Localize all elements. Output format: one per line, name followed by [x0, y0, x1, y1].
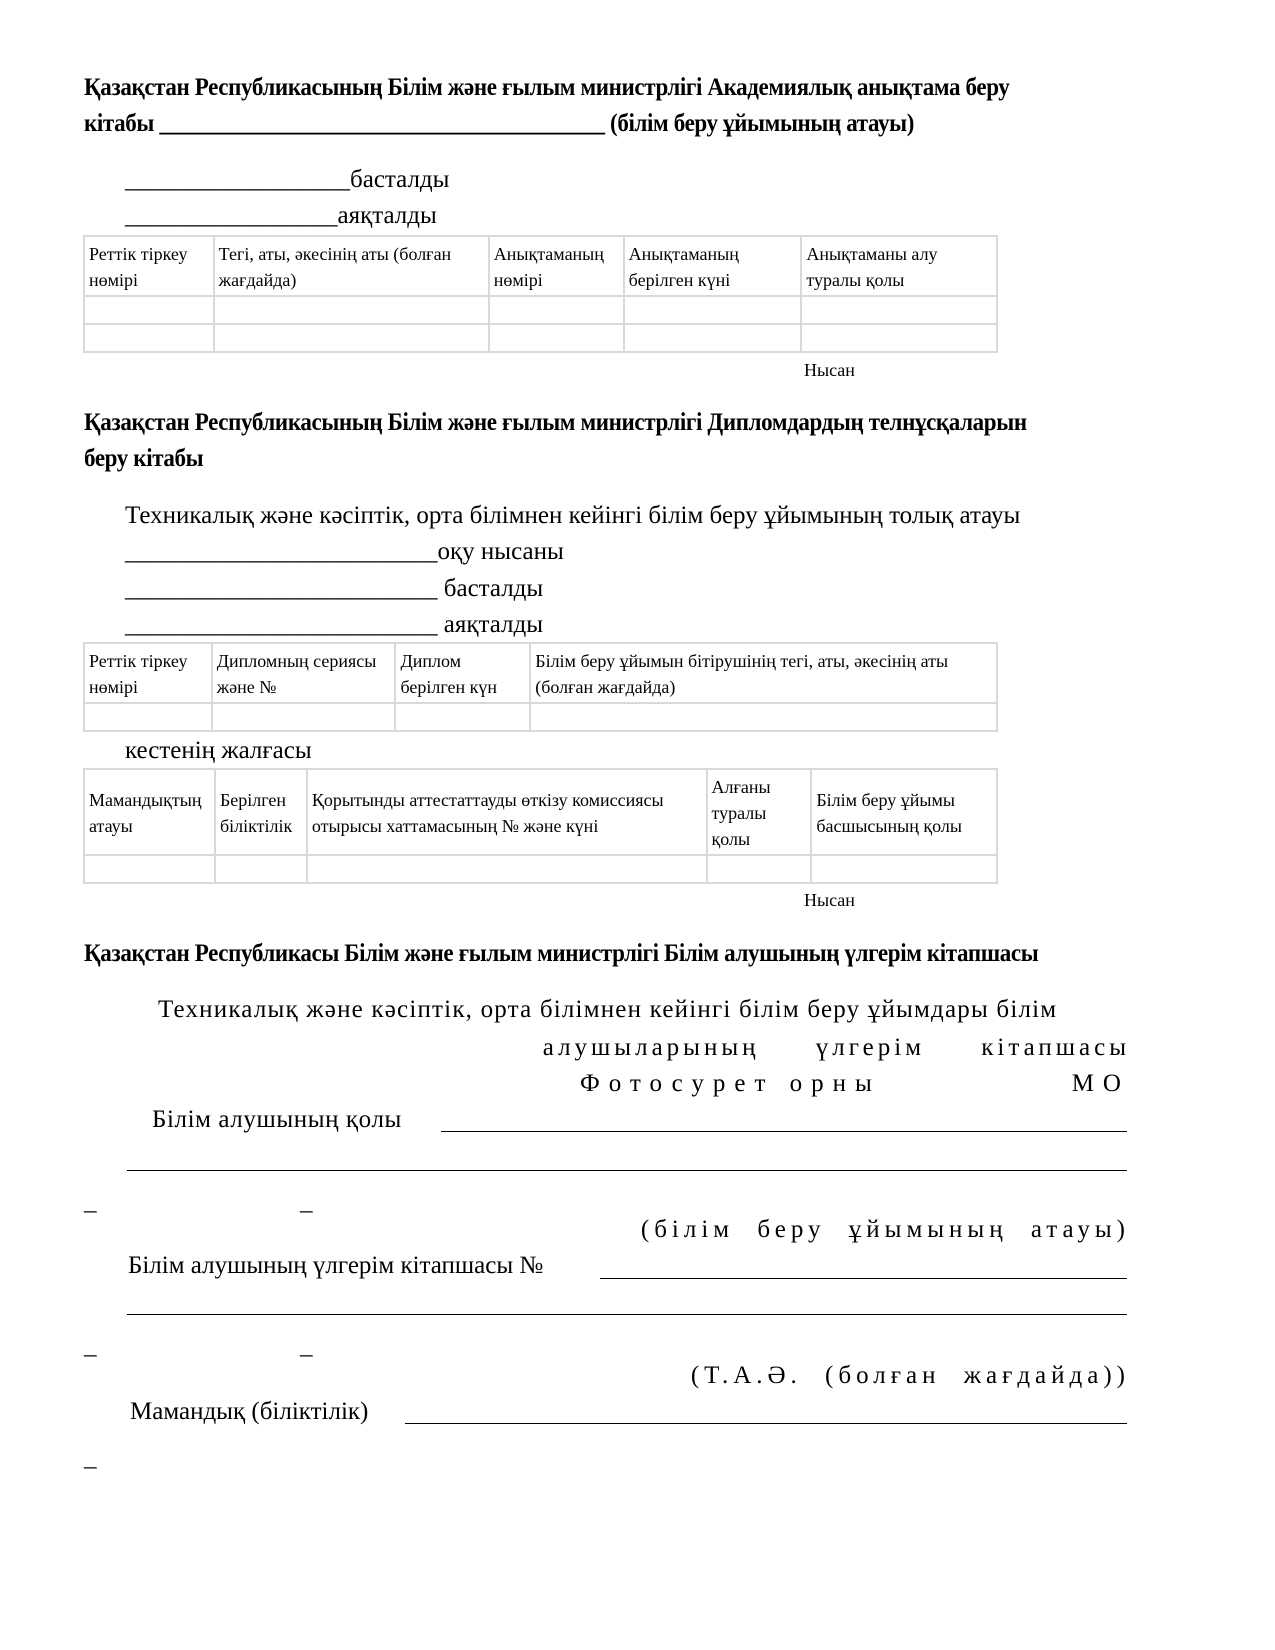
- diploma-duplicates-table: [83, 642, 998, 732]
- dash-mid: _: [300, 1332, 313, 1359]
- study-form-line: [125, 538, 564, 566]
- table-row: [84, 324, 997, 352]
- ended-label: аяқталды: [443, 611, 544, 638]
- dash-mid: _: [300, 1188, 313, 1215]
- section3-title: Қазақстан Республикасы Білім және ғылым министрлігі Білім алушының үлгерім кітапшасы: [84, 940, 1039, 967]
- table-cell[interactable]: [624, 324, 802, 352]
- table-cell[interactable]: [307, 855, 707, 883]
- photo-place-label: Фотосурет орны: [580, 1070, 881, 1097]
- header-cell: Анықтаманы алу туралы қолы: [801, 236, 997, 296]
- ended-line: [125, 611, 543, 639]
- dash-left: _: [84, 1332, 97, 1359]
- header-cell: Диплом берілген күн: [395, 643, 530, 703]
- org-name-blank[interactable]: ________________________________________: [159, 110, 605, 137]
- header-cell: Реттік тіркеу нөмірі: [84, 236, 214, 296]
- study-form-blank[interactable]: _________________________: [125, 538, 438, 565]
- dash-left: _: [84, 1188, 97, 1215]
- form-label: Нысан: [804, 360, 855, 380]
- section2-title-line2: беру кітабы: [84, 445, 204, 472]
- table-header-row: [84, 643, 997, 703]
- org-full-name-label: Техникалық және кәсіптік, орта білімнен кейінгі білім беру ұйымының толық атауы: [125, 502, 1021, 529]
- started-blank[interactable]: __________________: [125, 166, 350, 193]
- header-cell: Анықтаманың берілген күні: [624, 236, 802, 296]
- started-label: басталды: [443, 575, 544, 602]
- org-name-caption: (білім беру ұйымының атауы): [640, 1216, 1130, 1243]
- table-cell[interactable]: [215, 855, 307, 883]
- student-signature-label: Білім алушының қолы: [152, 1106, 402, 1133]
- ended-blank[interactable]: _________________: [125, 202, 338, 229]
- section2-title-line1: Қазақстан Республикасының Білім және ғылым министрлігі Дипломдардың телнұсқаларын: [84, 409, 1027, 436]
- intro-line2: алушыларының үлгерім кітапшасы: [542, 1034, 1130, 1061]
- table-cell[interactable]: [212, 703, 396, 731]
- section1-title-line1: Қазақстан Республикасының Білім және ғылым министрлігі Академиялық анықтама беру: [84, 74, 1010, 101]
- table-cell[interactable]: [84, 703, 212, 731]
- specialty-field[interactable]: [405, 1423, 1127, 1424]
- record-book-number-field[interactable]: [600, 1278, 1127, 1279]
- diploma-duplicates-table-continued: [83, 768, 998, 884]
- table-cell[interactable]: [707, 855, 812, 883]
- org-name-field[interactable]: [127, 1170, 1127, 1171]
- header-cell: Алғаны туралы қолы: [707, 769, 812, 855]
- table-cell[interactable]: [801, 324, 997, 352]
- header-cell: Қорытынды аттестаттауды өткізу комиссиясы отырысы хаттамасының № және күні: [307, 769, 707, 855]
- header-cell: Дипломның сериясы және №: [212, 643, 396, 703]
- table-cell[interactable]: [214, 324, 489, 352]
- header-cell: Реттік тіркеу нөмірі: [84, 643, 212, 703]
- table-cell[interactable]: [811, 855, 997, 883]
- header-cell: Берілген біліктілік: [215, 769, 307, 855]
- student-signature-field[interactable]: [441, 1131, 1127, 1132]
- header-cell: Анықтаманың нөмірі: [489, 236, 624, 296]
- form-label: Нысан: [804, 890, 855, 910]
- record-book-label: Білім алушының үлгерім кітапшасы №: [128, 1252, 544, 1279]
- header-cell: Білім беру ұйымын бітірушінің тегі, аты, әкесінің аты (болған жағдайда): [530, 643, 997, 703]
- section1-title-suffix: (білім беру ұйымының атауы): [610, 110, 914, 137]
- section1-title-prefix: кітабы: [84, 110, 154, 137]
- table-cell[interactable]: [84, 855, 215, 883]
- started-blank[interactable]: _________________________: [125, 575, 438, 602]
- header-cell: Білім беру ұйымы басшысының қолы: [811, 769, 997, 855]
- started-label: басталды: [350, 166, 450, 193]
- ended-line: [125, 202, 437, 230]
- stamp-label: МО: [1071, 1070, 1130, 1097]
- ended-label: аяқталды: [337, 202, 437, 229]
- started-line: [125, 575, 543, 603]
- ended-blank[interactable]: _________________________: [125, 611, 438, 638]
- started-line: [125, 166, 449, 194]
- table-cell[interactable]: [84, 296, 214, 324]
- study-form-label: оқу нысаны: [437, 538, 564, 565]
- header-cell: Мамандықтың атауы: [84, 769, 215, 855]
- table-cell[interactable]: [395, 703, 530, 731]
- specialty-label: Мамандық (біліктілік): [130, 1398, 369, 1425]
- table-cell[interactable]: [530, 703, 997, 731]
- table-header-row: [84, 236, 997, 296]
- table-header-row: [84, 769, 997, 855]
- full-name-field[interactable]: [127, 1314, 1127, 1315]
- table-cell[interactable]: [801, 296, 997, 324]
- header-cell: Тегі, аты, әкесінің аты (болған жағдайда): [214, 236, 489, 296]
- dash-left: _: [84, 1444, 97, 1471]
- table-cell[interactable]: [624, 296, 802, 324]
- full-name-caption: (Т.А.Ә. (болған жағдайда)): [690, 1362, 1130, 1389]
- table-cell[interactable]: [214, 296, 489, 324]
- table-row: [84, 855, 997, 883]
- table-cell[interactable]: [489, 324, 624, 352]
- table-row: [84, 703, 997, 731]
- section1-title-line2: [84, 110, 914, 138]
- table-cell[interactable]: [489, 296, 624, 324]
- table-continuation-label: кестенің жалғасы: [125, 737, 312, 764]
- table-cell[interactable]: [84, 324, 214, 352]
- intro-line1: Техникалық және кәсіптік, орта білімнен кейінгі білім беру ұйымдары білім: [158, 996, 1058, 1023]
- academic-certificate-table: [83, 235, 998, 353]
- table-row: [84, 296, 997, 324]
